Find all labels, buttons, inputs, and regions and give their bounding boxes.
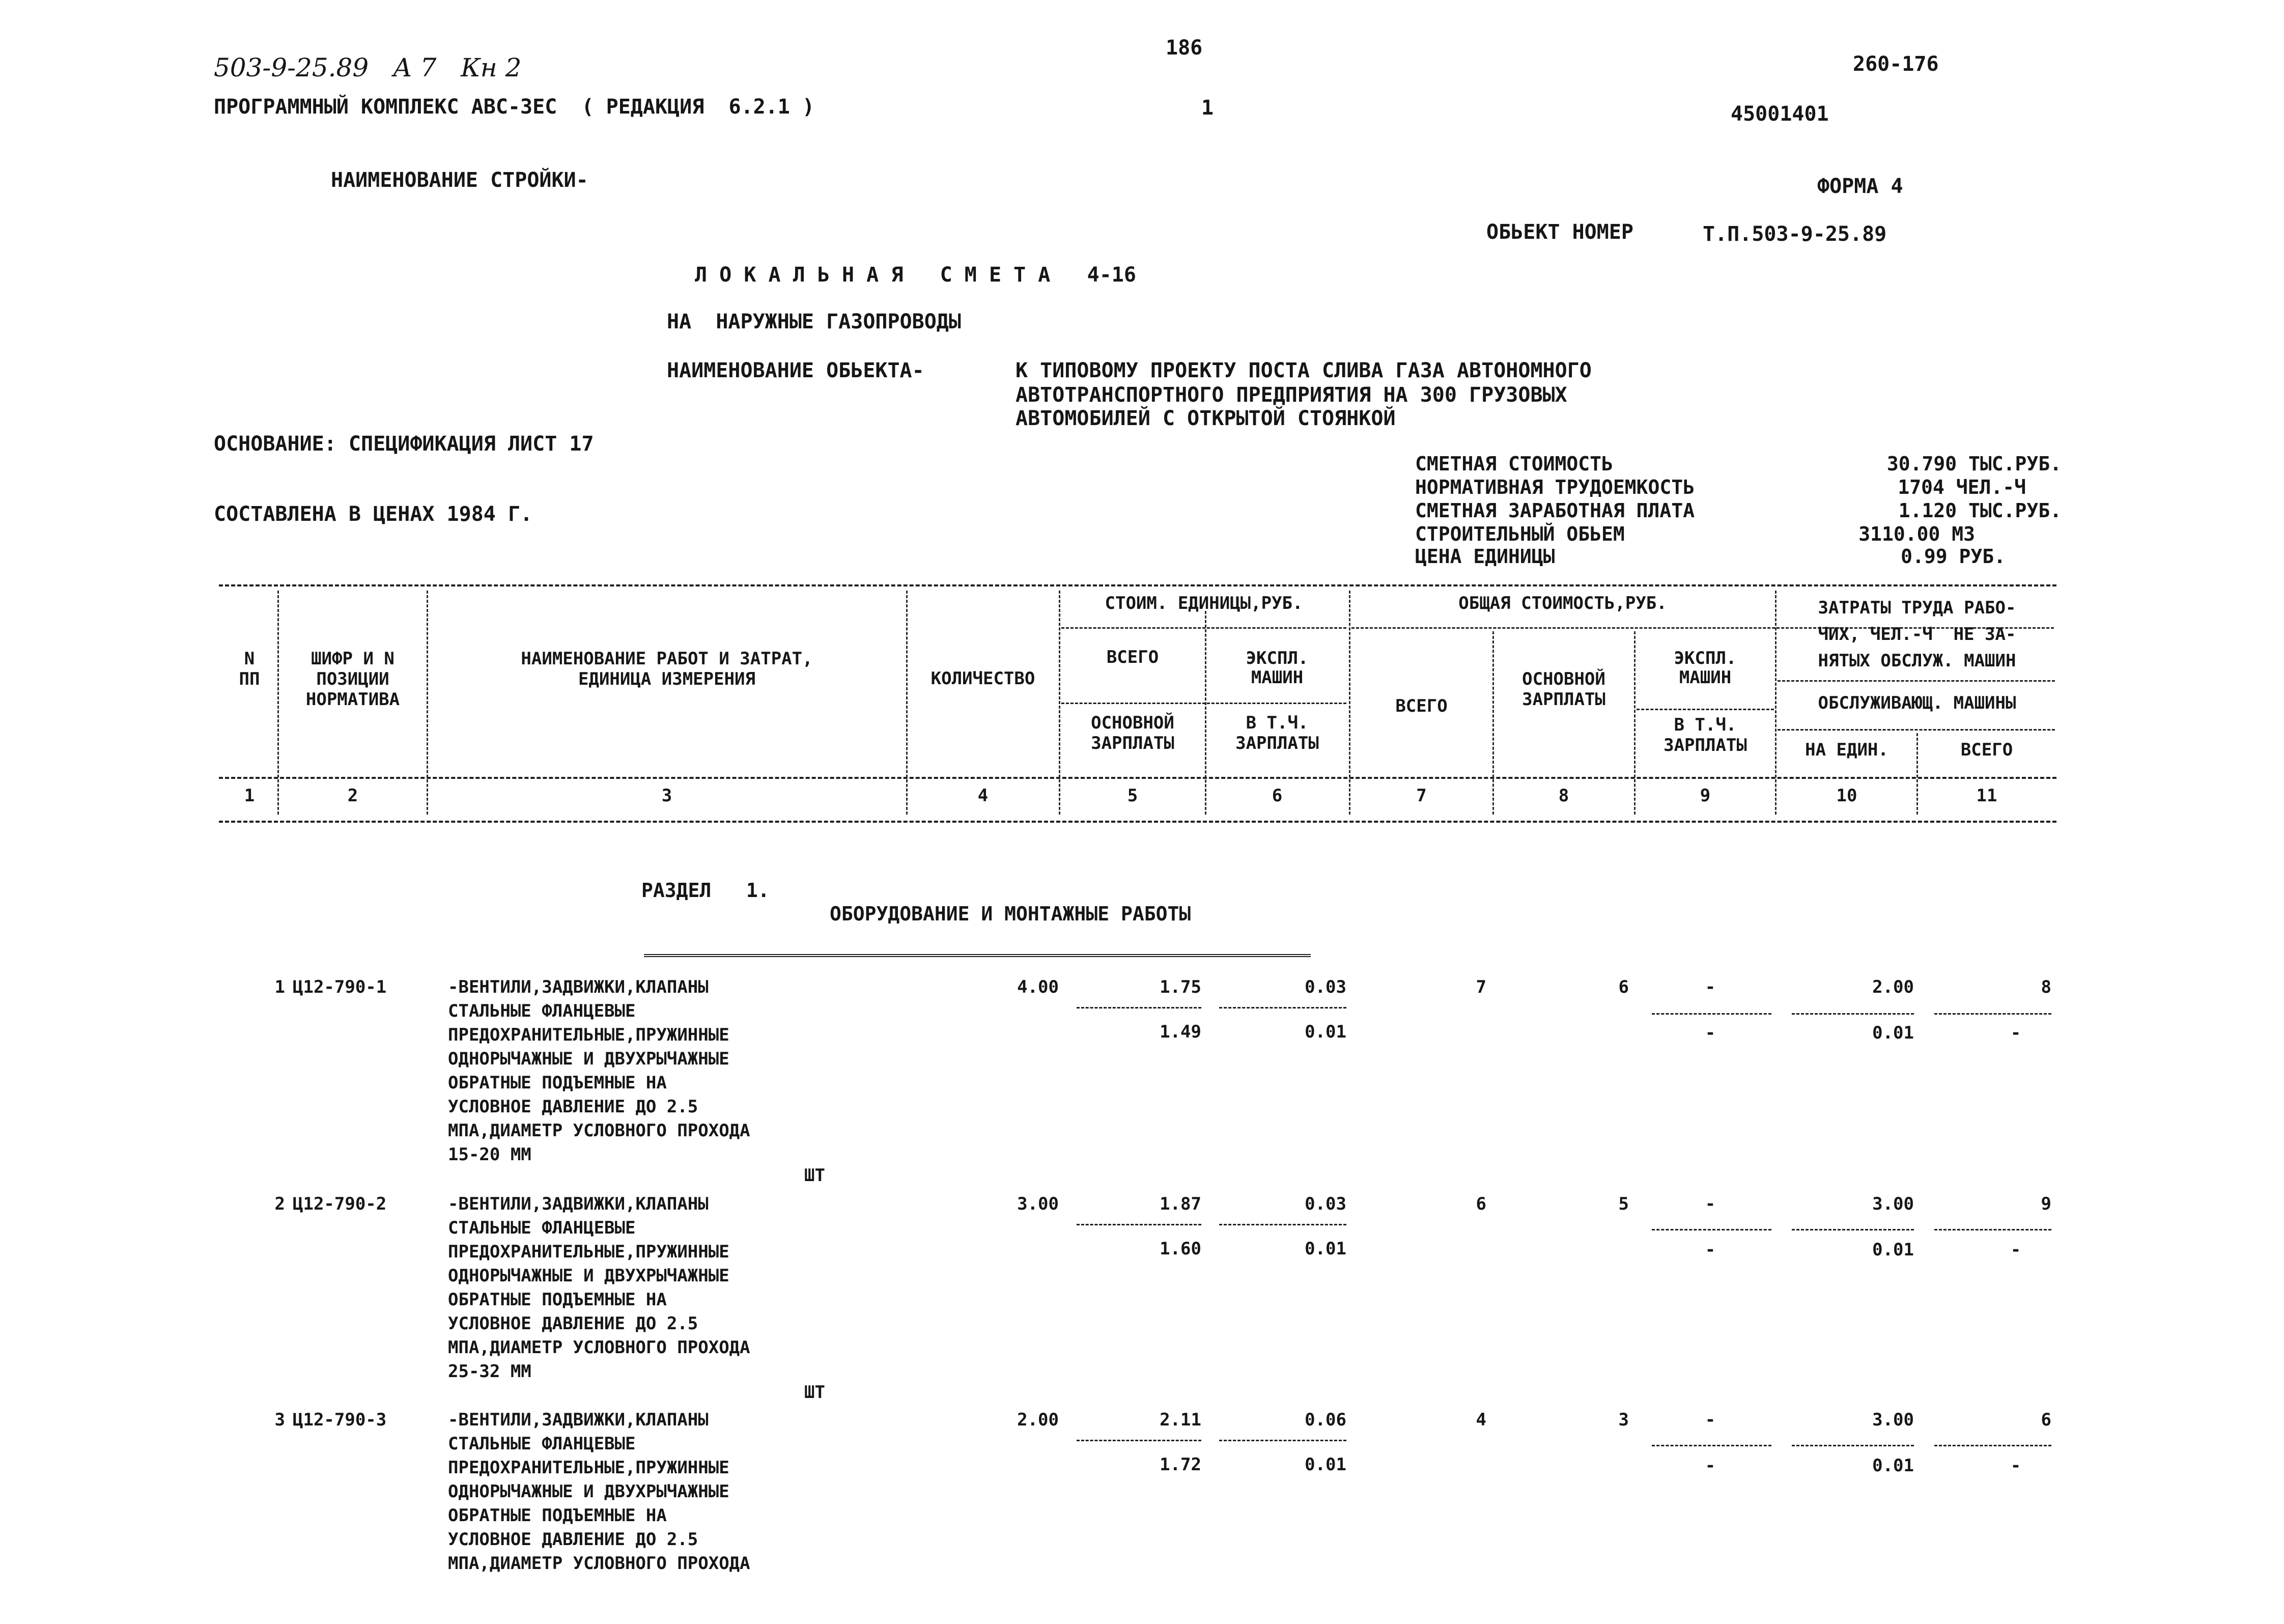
row-qty: 4.00 bbox=[1017, 977, 1059, 997]
row-total-incl-wages: - bbox=[1705, 1455, 1716, 1476]
header-mid-rule bbox=[219, 777, 2056, 779]
row-unit-wages: 1.72 bbox=[1160, 1454, 1201, 1475]
object-name-line2: АВТОТРАНСПОРТНОГО ПРЕДПРИЯТИЯ НА 300 ГРУЗОВЫХ bbox=[1016, 383, 1567, 407]
column-number: 4 bbox=[977, 786, 989, 806]
row-divider bbox=[1219, 1440, 1346, 1441]
section-double-rule bbox=[644, 954, 1311, 957]
row-total: 6 bbox=[1476, 1194, 1486, 1214]
object-name-line1: К ТИПОВОМУ ПРОЕКТУ ПОСТА СЛИВА ГАЗА АВТОНОМНОГО bbox=[1016, 359, 1592, 382]
section-title: ОБОРУДОВАНИЕ И МОНТАЖНЫЕ РАБОТЫ bbox=[830, 903, 1191, 925]
row-labor-service-total: - bbox=[2010, 1455, 2021, 1476]
header-unit-machines: ЭКСПЛ. МАШИН bbox=[1246, 648, 1309, 688]
row-labor-unit: 3.00 bbox=[1872, 1410, 1914, 1430]
header-unit-total: ВСЕГО bbox=[1106, 647, 1159, 667]
section-label: РАЗДЕЛ 1. bbox=[641, 879, 770, 902]
header-name: НАИМЕНОВАНИЕ РАБОТ И ЗАТРАТ, ЕДИНИЦА ИЗМЕРЕНИЯ bbox=[521, 649, 813, 689]
header-total-incl-wages: В Т.Ч. ЗАРПЛАТЫ bbox=[1663, 715, 1747, 755]
column-number: 3 bbox=[661, 786, 672, 806]
row-labor-unit: 2.00 bbox=[1872, 977, 1914, 997]
column-separator bbox=[427, 591, 428, 815]
row-labor-service-total: - bbox=[2010, 1240, 2021, 1260]
subheader-rule bbox=[1778, 729, 2055, 731]
header-code: ШИФР И N ПОЗИЦИИ НОРМАТИВА bbox=[305, 649, 400, 710]
row-divider bbox=[1934, 1013, 2051, 1015]
summary-label: СМЕТНАЯ ЗАРАБОТНАЯ ПЛАТА bbox=[1415, 499, 1695, 522]
header-labor-per-unit: НА ЕДИН. bbox=[1805, 740, 1888, 760]
column-separator bbox=[1634, 631, 1636, 815]
header-unit-cost-group: СТОИМ. ЕДИНИЦЫ,РУБ. bbox=[1105, 593, 1303, 613]
summary-value: 1704 ЧЕЛ.-Ч bbox=[1898, 476, 2026, 498]
row-divider bbox=[1077, 1007, 1201, 1009]
row-unit-total: 1.87 bbox=[1160, 1194, 1201, 1214]
row-divider bbox=[1077, 1440, 1201, 1441]
sheet-code: 260-176 bbox=[1853, 52, 1939, 76]
subheader-rule bbox=[1061, 627, 1346, 629]
summary-label: СМЕТНАЯ СТОИМОСТЬ bbox=[1415, 453, 1613, 475]
row-unit-wages: 1.49 bbox=[1160, 1022, 1201, 1042]
column-separator bbox=[1775, 591, 1777, 815]
column-separator bbox=[1349, 591, 1350, 815]
row-divider bbox=[1652, 1445, 1771, 1446]
row-description: -ВЕНТИЛИ,ЗАДВИЖКИ,КЛАПАНЫ СТАЛЬНЫЕ ФЛАНЦЕВЫЕ ПРЕДОХРАНИТЕЛЬНЫЕ,ПРУЖИННЫЕ ОДНОРЫЧАЖНЫЕ И ДВУХРЫЧАЖНЫЕ ОБРАТНЫЕ ПОДЪЕМНЫЕ НА УСЛОВНОЕ ДАВЛЕНИЕ ДО 2.5 МПА,ДИАМЕТР УСЛОВНОГО ПРОХОДА bbox=[448, 1410, 750, 1574]
row-divider bbox=[1934, 1229, 2051, 1230]
column-number: 9 bbox=[1700, 786, 1711, 806]
header-unit-incl-wages: В Т.Ч. ЗАРПЛАТЫ bbox=[1235, 713, 1319, 753]
row-code: Ц12-790-1 bbox=[293, 977, 387, 997]
row-unit-machines: 0.03 bbox=[1305, 977, 1346, 997]
row-divider bbox=[1934, 1445, 2051, 1446]
header-unit-wages: ОСНОВНОЙ ЗАРПЛАТЫ bbox=[1091, 713, 1174, 753]
construction-name-label: НАИМЕНОВАНИЕ СТРОЙКИ- bbox=[331, 169, 588, 192]
row-code: Ц12-790-3 bbox=[293, 1410, 387, 1430]
header-labor-total: ВСЕГО bbox=[1960, 740, 2013, 760]
row-total-machines: - bbox=[1705, 1410, 1716, 1430]
row-total-machines: - bbox=[1705, 1194, 1716, 1214]
summary-value: 30.790 ТЫС.РУБ. bbox=[1886, 453, 2062, 475]
summary-value: 3110.00 М3 bbox=[1858, 523, 1975, 545]
row-labor-service-unit: 0.01 bbox=[1872, 1240, 1914, 1260]
page-center-number: 186 bbox=[1166, 36, 1203, 60]
row-code: Ц12-790-2 bbox=[293, 1194, 387, 1214]
doc-number: 45001401 bbox=[1731, 102, 1829, 126]
prices-year-line: СОСТАВЛЕНА В ЦЕНАХ 1984 Г. bbox=[214, 502, 533, 526]
row-unit-incl-wages: 0.01 bbox=[1305, 1454, 1346, 1475]
summary-label: ЦЕНА ЕДИНИЦЫ bbox=[1415, 545, 1555, 568]
header-total-machines: ЭКСПЛ. МАШИН bbox=[1674, 648, 1737, 688]
column-number: 6 bbox=[1272, 786, 1283, 806]
row-qty: 3.00 bbox=[1017, 1194, 1059, 1214]
program-line: ПРОГРАММНЫЙ КОМПЛЕКС АВС-3ЕС ( РЕДАКЦИЯ 6.2.1 ) bbox=[214, 95, 815, 119]
row-total-wages: 5 bbox=[1618, 1194, 1629, 1214]
row-labor-service-unit: 0.01 bbox=[1872, 1023, 1914, 1043]
object-number-label: ОБЬЕКТ НОМЕР bbox=[1486, 220, 1633, 244]
row-divider bbox=[1077, 1224, 1201, 1225]
column-separator bbox=[277, 591, 279, 815]
row-unit: ШТ bbox=[804, 1165, 825, 1186]
column-number: 10 bbox=[1836, 786, 1857, 806]
subheader-rule bbox=[1061, 703, 1346, 704]
summary-value: 0.99 РУБ. bbox=[1901, 545, 2006, 568]
row-unit-machines: 0.03 bbox=[1305, 1194, 1346, 1214]
row-unit-wages: 1.60 bbox=[1160, 1239, 1201, 1259]
row-total-incl-wages: - bbox=[1705, 1023, 1716, 1043]
column-number: 7 bbox=[1416, 786, 1427, 806]
column-number: 11 bbox=[1976, 786, 1997, 806]
row-total-wages: 3 bbox=[1618, 1410, 1629, 1430]
row-divider bbox=[1792, 1013, 1914, 1015]
summary-label: НОРМАТИВНАЯ ТРУДОЕМКОСТЬ bbox=[1415, 476, 1695, 498]
handwritten-reference: 503-9-25.89 А 7 Кн 2 bbox=[214, 53, 522, 82]
column-number: 8 bbox=[1558, 786, 1569, 806]
row-total-incl-wages: - bbox=[1705, 1240, 1716, 1260]
page-number: 1 bbox=[1201, 96, 1214, 120]
row-unit-total: 2.11 bbox=[1160, 1410, 1201, 1430]
row-labor-total: 8 bbox=[2041, 977, 2051, 997]
row-labor-service-unit: 0.01 bbox=[1872, 1455, 1914, 1476]
row-total-machines: - bbox=[1705, 977, 1716, 997]
column-number: 2 bbox=[347, 786, 358, 806]
row-num: 3 bbox=[274, 1410, 285, 1430]
row-labor-unit: 3.00 bbox=[1872, 1194, 1914, 1214]
column-number: 1 bbox=[244, 786, 255, 806]
column-separator bbox=[1059, 591, 1060, 815]
row-labor-total: 6 bbox=[2041, 1410, 2051, 1430]
column-separator bbox=[906, 591, 908, 815]
header-total-cost-group: ОБЩАЯ СТОИМОСТЬ,РУБ. bbox=[1458, 593, 1667, 613]
row-divider bbox=[1652, 1229, 1771, 1230]
row-divider bbox=[1792, 1229, 1914, 1230]
row-divider bbox=[1792, 1445, 1914, 1446]
summary-label: СТРОИТЕЛЬНЫЙ ОБЬЕМ bbox=[1415, 523, 1625, 545]
column-number: 5 bbox=[1127, 786, 1138, 806]
header-top-rule bbox=[219, 584, 2056, 586]
row-unit-incl-wages: 0.01 bbox=[1305, 1022, 1346, 1042]
row-divider bbox=[1219, 1007, 1346, 1009]
row-total-wages: 6 bbox=[1618, 977, 1629, 997]
document-subject: НА НАРУЖНЫЕ ГАЗОПРОВОДЫ bbox=[667, 310, 961, 333]
row-num: 2 bbox=[274, 1194, 285, 1214]
header-total-all: ВСЕГО bbox=[1395, 696, 1448, 716]
header-total-wages: ОСНОВНОЙ ЗАРПЛАТЫ bbox=[1522, 669, 1605, 710]
row-divider bbox=[1652, 1013, 1771, 1015]
row-unit-incl-wages: 0.01 bbox=[1305, 1239, 1346, 1259]
row-qty: 2.00 bbox=[1017, 1410, 1059, 1430]
row-total: 7 bbox=[1476, 977, 1486, 997]
object-number-value: Т.П.503-9-25.89 bbox=[1703, 222, 1887, 246]
header-labor-group: ЗАТРАТЫ ТРУДА РАБО- ЧИХ, ЧЕЛ.-Ч НЕ ЗА- НЯТЫХ ОБСЛУЖ. МАШИН bbox=[1818, 598, 2016, 671]
row-unit-total: 1.75 bbox=[1160, 977, 1201, 997]
row-unit-machines: 0.06 bbox=[1305, 1410, 1346, 1430]
row-total: 4 bbox=[1476, 1410, 1486, 1430]
row-description: -ВЕНТИЛИ,ЗАДВИЖКИ,КЛАПАНЫ СТАЛЬНЫЕ ФЛАНЦЕВЫЕ ПРЕДОХРАНИТЕЛЬНЫЕ,ПРУЖИННЫЕ ОДНОРЫЧАЖНЫЕ И ДВУХРЫЧАЖНЫЕ ОБРАТНЫЕ ПОДЪЕМНЫЕ НА УСЛОВНОЕ ДАВЛЕНИЕ ДО 2.5 МПА,ДИАМЕТР УСЛОВНОГО ПРОХОДА 15-20 ММ bbox=[448, 977, 750, 1165]
row-divider bbox=[1219, 1224, 1346, 1225]
row-num: 1 bbox=[274, 977, 285, 997]
summary-value: 1.120 ТЫС.РУБ. bbox=[1898, 499, 2062, 522]
subheader-rule bbox=[1637, 709, 1774, 710]
form-label: ФОРМА 4 bbox=[1817, 175, 1903, 198]
object-name-line3: АВТОМОБИЛЕЙ С ОТКРЫТОЙ СТОЯНКОЙ bbox=[1016, 407, 1396, 430]
header-bottom-rule bbox=[219, 821, 2056, 823]
row-labor-service-total: - bbox=[2010, 1023, 2021, 1043]
row-labor-total: 9 bbox=[2041, 1194, 2051, 1214]
row-description: -ВЕНТИЛИ,ЗАДВИЖКИ,КЛАПАНЫ СТАЛЬНЫЕ ФЛАНЦЕВЫЕ ПРЕДОХРАНИТЕЛЬНЫЕ,ПРУЖИННЫЕ ОДНОРЫЧАЖНЫЕ И ДВУХРЫЧАЖНЫЕ ОБРАТНЫЕ ПОДЪЕМНЫЕ НА УСЛОВНОЕ ДАВЛЕНИЕ ДО 2.5 МПА,ДИАМЕТР УСЛОВНОГО ПРОХОДА 25-32 ММ bbox=[448, 1194, 750, 1382]
column-separator bbox=[1492, 631, 1494, 815]
document-title: Л О К А Л Ь Н А Я С М Е Т А 4-16 bbox=[695, 263, 1136, 287]
object-name-label: НАИМЕНОВАНИЕ ОБЬЕКТА- bbox=[667, 359, 924, 382]
row-unit: ШТ bbox=[804, 1382, 825, 1403]
header-num: N ПП bbox=[239, 649, 260, 689]
subheader-rule bbox=[1778, 680, 2055, 682]
header-labor-service: ОБСЛУЖИВАЮЩ. МАШИНЫ bbox=[1818, 693, 2016, 713]
header-qty: КОЛИЧЕСТВО bbox=[930, 668, 1035, 689]
basis-line: ОСНОВАНИЕ: СПЕЦИФИКАЦИЯ ЛИСТ 17 bbox=[214, 432, 594, 456]
